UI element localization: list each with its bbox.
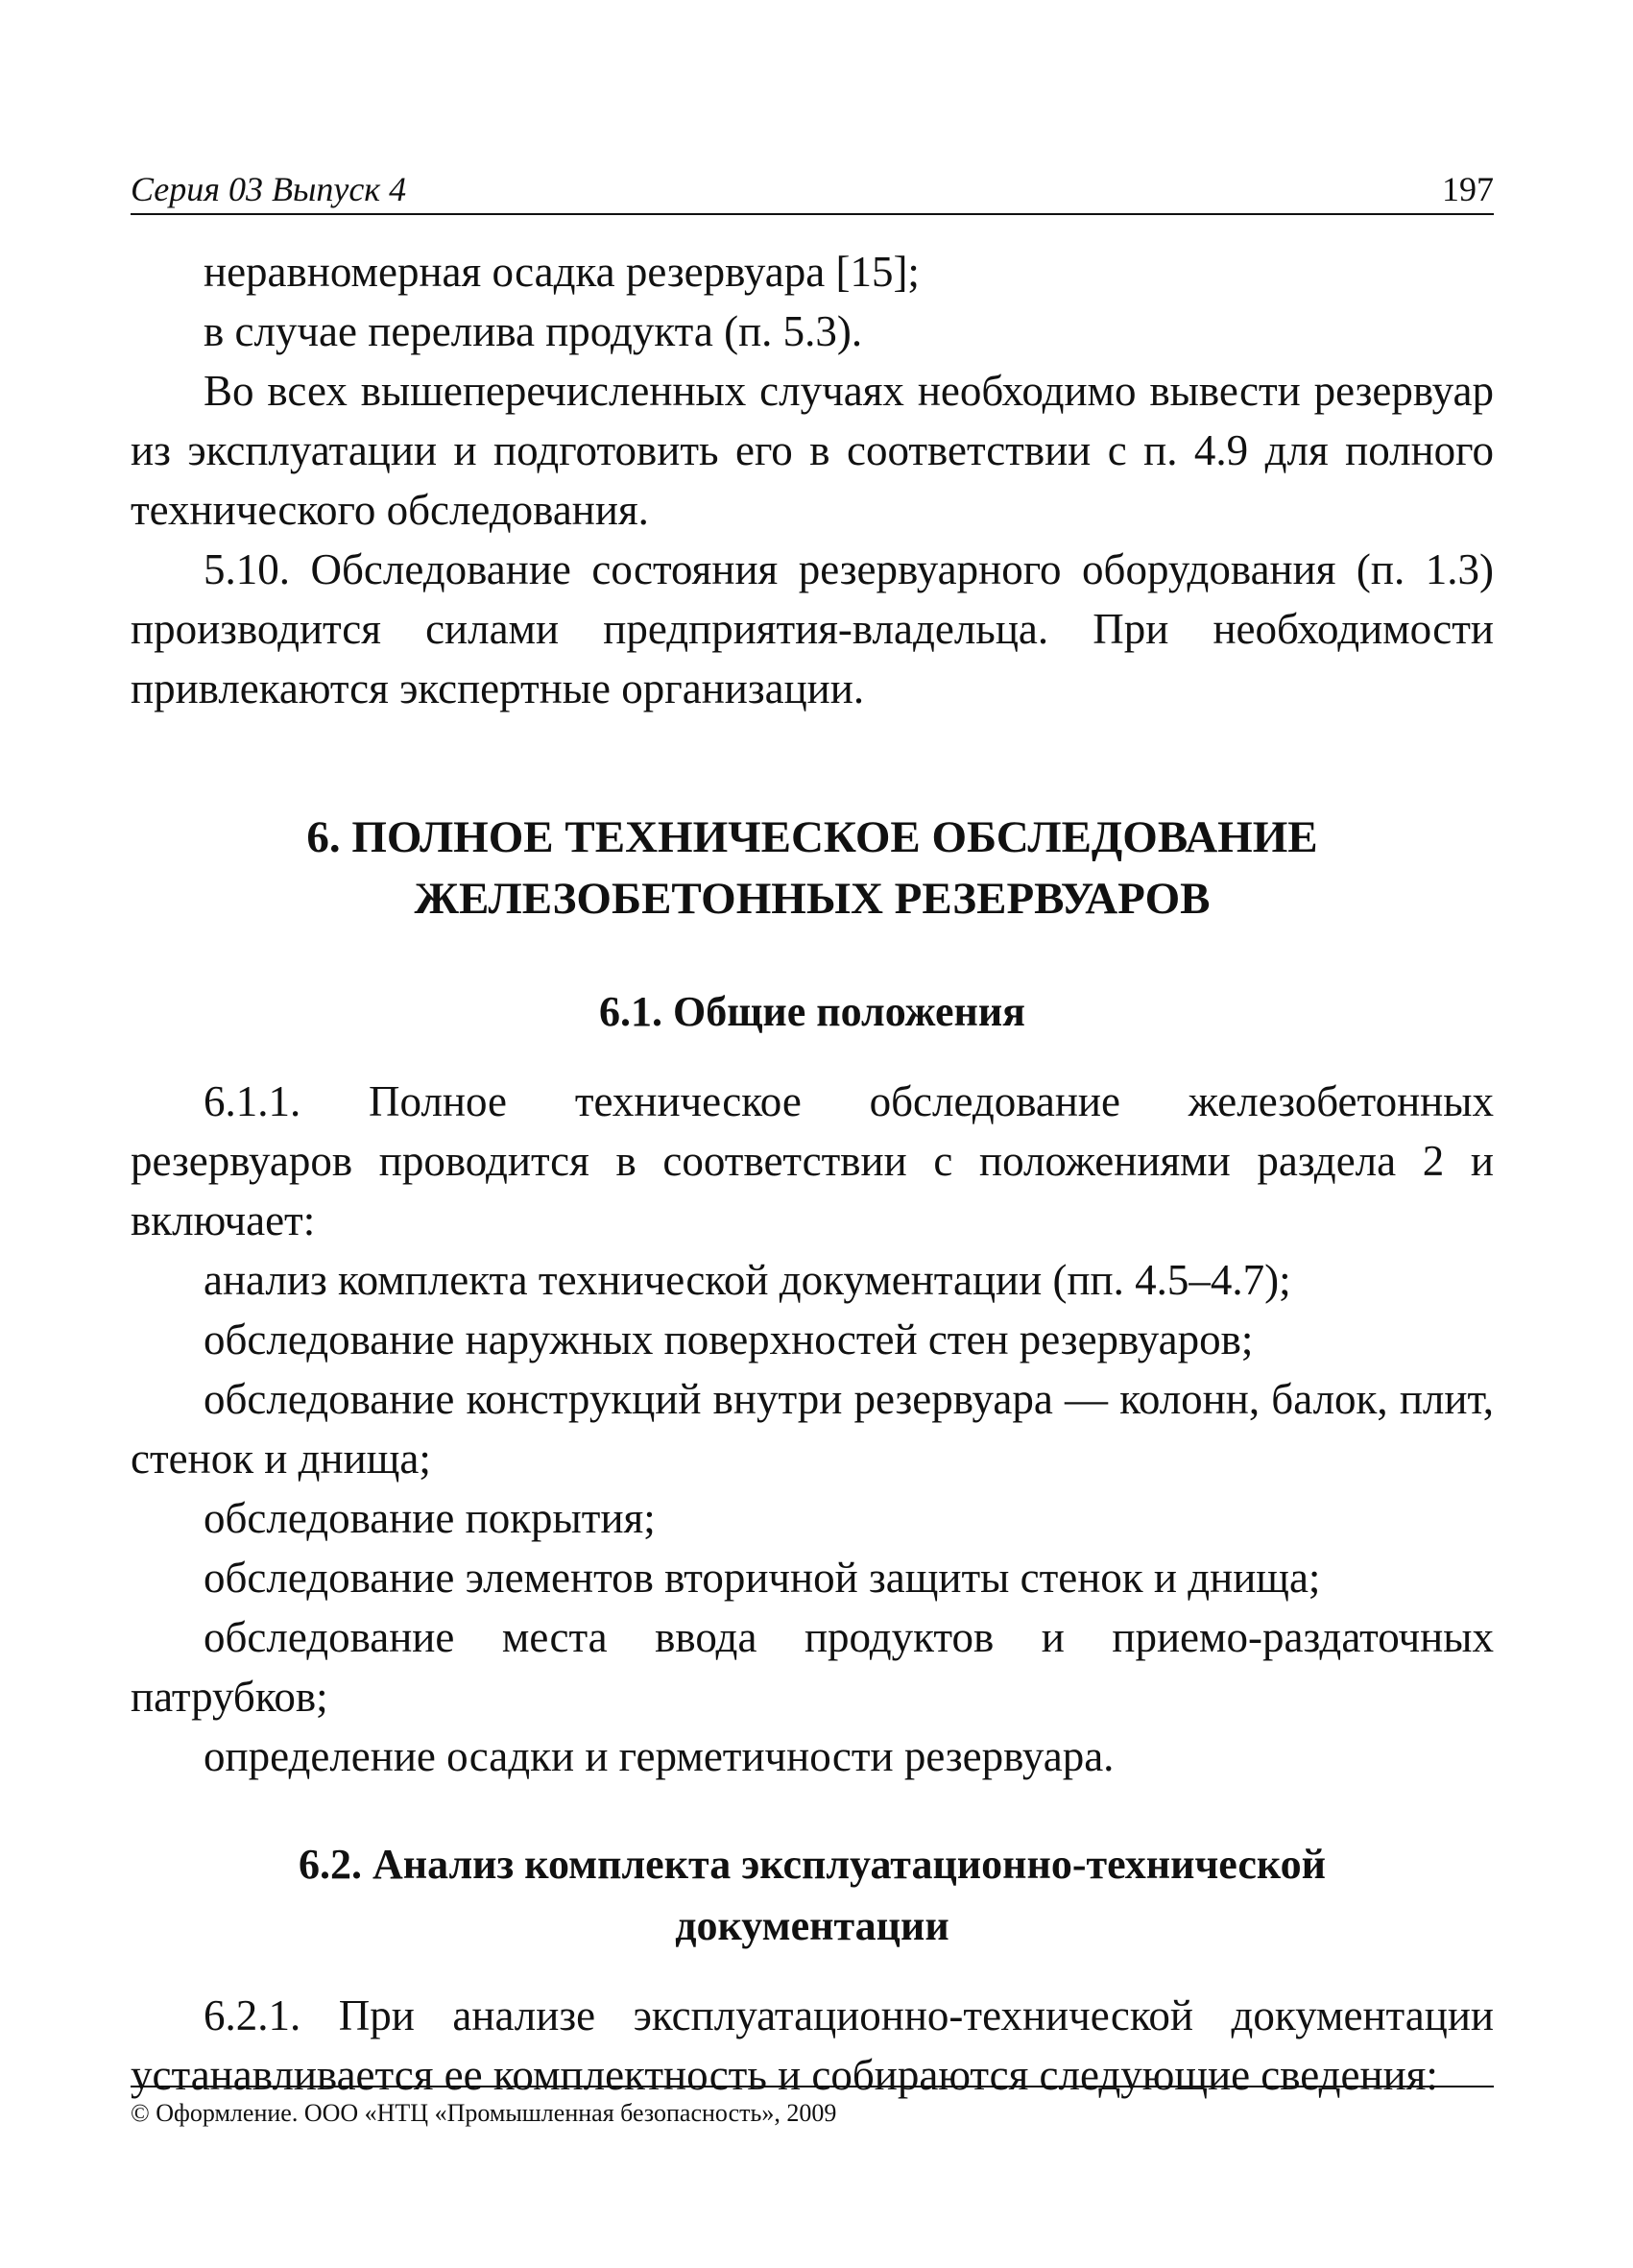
footer-divider [131, 2086, 1494, 2087]
list-item: обследование покрытия; [204, 1494, 656, 1542]
list-item: обследование места ввода продуктов и приемо-раздаточных патрубков; [131, 1613, 1494, 1721]
paragraph: 5.10. Обследование состояния резервуарного оборудования (п. 1.3) производится силами предприятия-владельца. При необходимости привлекаются экспертные организации. [131, 545, 1494, 712]
section-title [131, 807, 1494, 929]
paragraph: в случае перелива продукта (п. 5.3). [204, 307, 863, 355]
paragraph: 6.1.1. Полное техническое обследование железобетонных резервуаров проводится в соответствии с положениями раздела 2 и включает: [131, 1077, 1494, 1244]
section-title-line: ЖЕЛЕЗОБЕТОННЫХ РЕЗЕРВУАРОВ [414, 874, 1211, 924]
subsection-title-line: 6.2. Анализ комплекта эксплуатационно-технической [298, 1841, 1327, 1888]
list-item: обследование конструкций внутри резервуара — колонн, балок, плит, стенок и днища; [131, 1375, 1494, 1483]
list-item: обследование наружных поверхностей стен резервуаров; [204, 1315, 1254, 1363]
paragraph: Во всех вышеперечисленных случаях необходимо вывести резервуар из эксплуатации и подготовить его в соответствии с п. 4.9 для полного технического обследования. [131, 367, 1494, 534]
list-item: определение осадки и герметичности резервуара. [204, 1732, 1115, 1780]
series-label: Серия 03 Выпуск 4 [131, 170, 407, 208]
body-text [131, 242, 1494, 2105]
running-head [131, 163, 1494, 211]
list-item: анализ комплекта технической документации (пп. 4.5–4.7); [204, 1256, 1291, 1304]
copyright-note: © Оформление. ООО «НТЦ «Промышленная безопасность», 2009 [131, 2099, 837, 2127]
subsection-title [131, 1834, 1494, 1957]
page-number: 197 [1442, 170, 1494, 208]
paragraph: неравномерная осадка резервуара [15]; [204, 248, 920, 296]
paragraph: 6.2.1. При анализе эксплуатационно-технической документации устанавливается ее комплектность и собираются следующие сведения: [131, 1991, 1494, 2099]
section-title-line: 6. ПОЛНОЕ ТЕХНИЧЕСКОЕ ОБСЛЕДОВАНИЕ [306, 812, 1318, 862]
subsection-title-line: документации [675, 1902, 949, 1949]
list-item: обследование элементов вторичной защиты стенок и днища; [204, 1554, 1321, 1602]
subsection-title: 6.1. Общие положения [599, 988, 1025, 1035]
header-divider [131, 213, 1494, 215]
